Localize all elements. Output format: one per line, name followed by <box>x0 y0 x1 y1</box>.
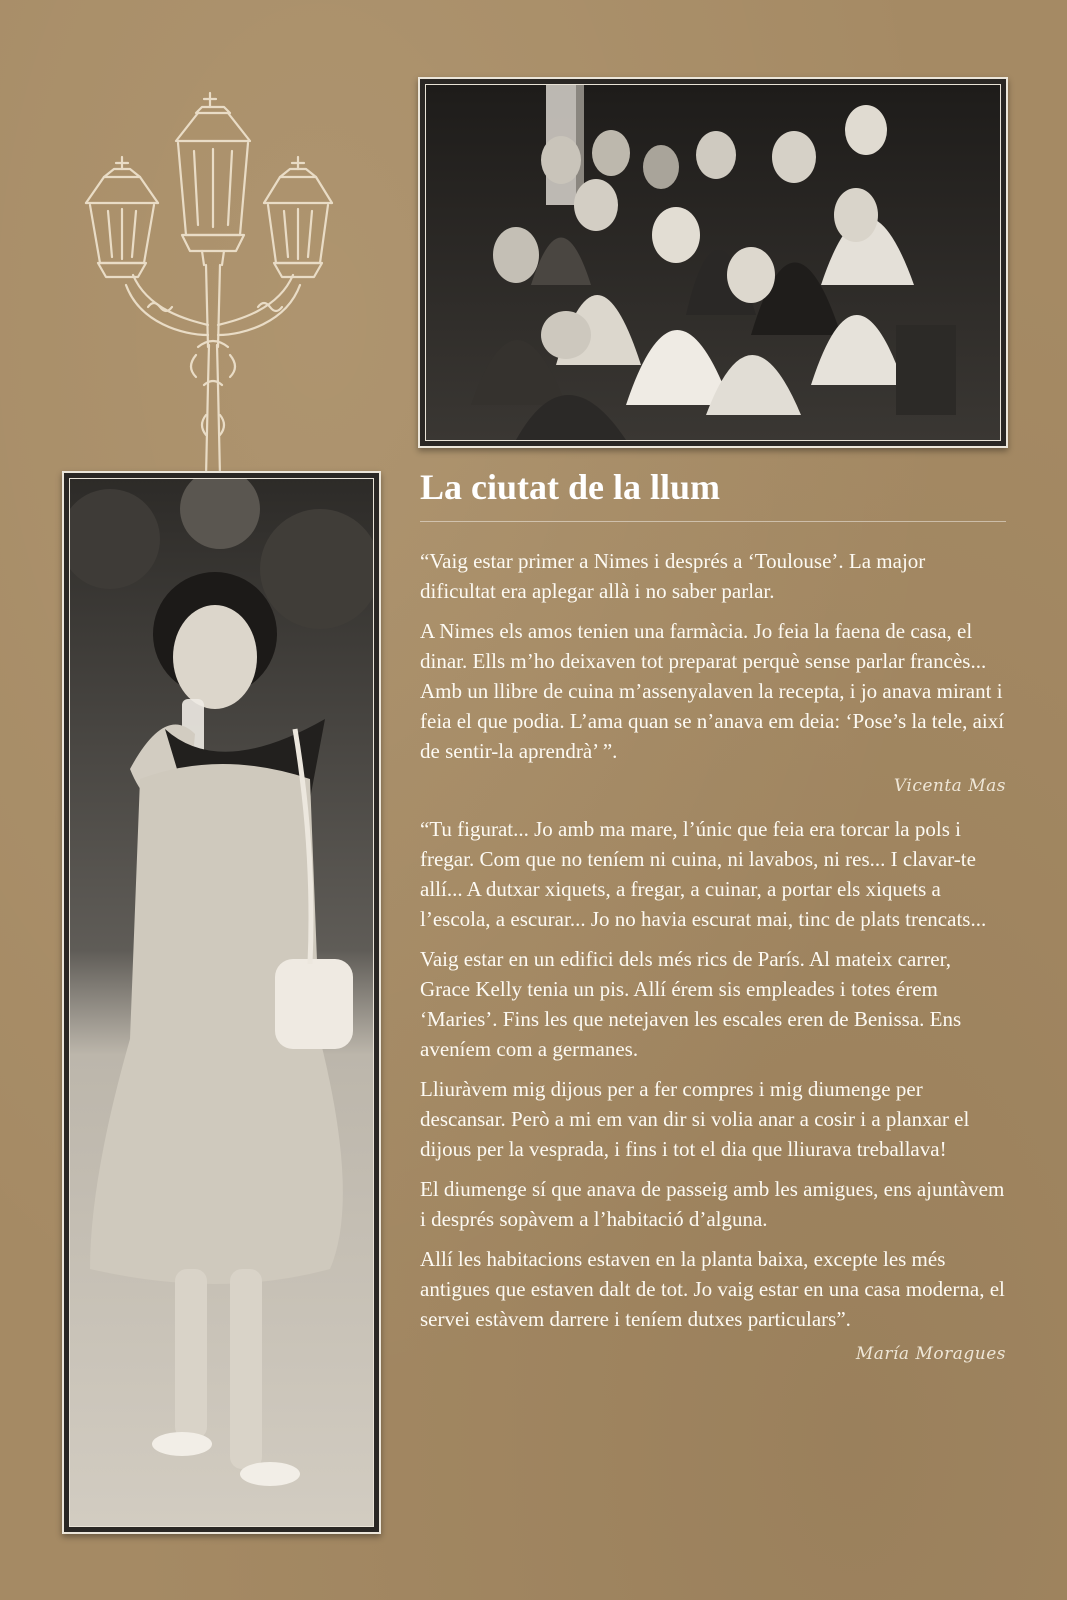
paragraph: A Nimes els amos tenien una farmàcia. Jo feia la faena de casa, el dinar. Ells m’ho deixaven tot preparat perquè sense parlar francès... Amb un llibre de cuina m’assenyalaven la recepta, i jo anava mirant i feia el que podia. L’ama quan se n’anava em deia: ‘Pose’s la tele, així de sentir-la aprendrà’ ”. <box>420 619 1005 763</box>
paragraph: “Vaig estar primer a Nimes i després a ‘Toulouse’. La major dificultat era aplegar allà i no saber parlar. <box>420 549 926 603</box>
paragraph: Lliuràvem mig dijous per a fer compres i mig diumenge per descansar. Però a mi em van dir si volia anar a cosir i a planxar el dijous per la vesprada, i fins i tot el dia que lliurava treballava! <box>420 1077 970 1161</box>
street-lamp-illustration <box>78 85 348 477</box>
signature-maria-moragues: María Moragues <box>855 1344 1006 1364</box>
article <box>420 465 1006 1382</box>
portrait-photo-image <box>70 479 373 1526</box>
group-photo <box>418 77 1008 448</box>
paragraph: “Tu figurat... Jo amb ma mare, l’únic que feia era torcar la pols i fregar. Com que no teníem ni cuina, ni lavabos, ni res... I clavar-te allí... A dutxar xiquets, a fregar, a cuinar, a portar els xiquets a l’escola, a escurar... Jo no havia escurat mai, tinc de plats trencats... <box>420 817 987 931</box>
paragraph: Vaig estar en un edifici dels més rics de París. Al mateix carrer, Grace Kelly tenia un pis. Allí érem sis empleades i totes érem ‘Maries’. Fins les que netejaven les escales eren de Benissa. Ens aveníem com a germanes. <box>420 947 962 1061</box>
portrait-photo <box>62 471 381 1534</box>
signature-vicenta-mas: Vicenta Mas <box>893 776 1006 796</box>
group-photo-image <box>426 85 1000 440</box>
title-divider <box>420 521 1006 522</box>
paragraph: El diumenge sí que anava de passeig amb les amigues, ens ajuntàvem i després sopàvem a l’habitació d’alguna. <box>420 1177 1005 1231</box>
paragraph: Allí les habitacions estaven en la planta baixa, excepte les més antigues que estaven dalt de tot. Jo vaig estar en una casa moderna, el servei estàvem darrere i teníem dutxes particulars”. <box>420 1247 1005 1331</box>
article-title: La ciutat de la llum <box>420 467 721 507</box>
